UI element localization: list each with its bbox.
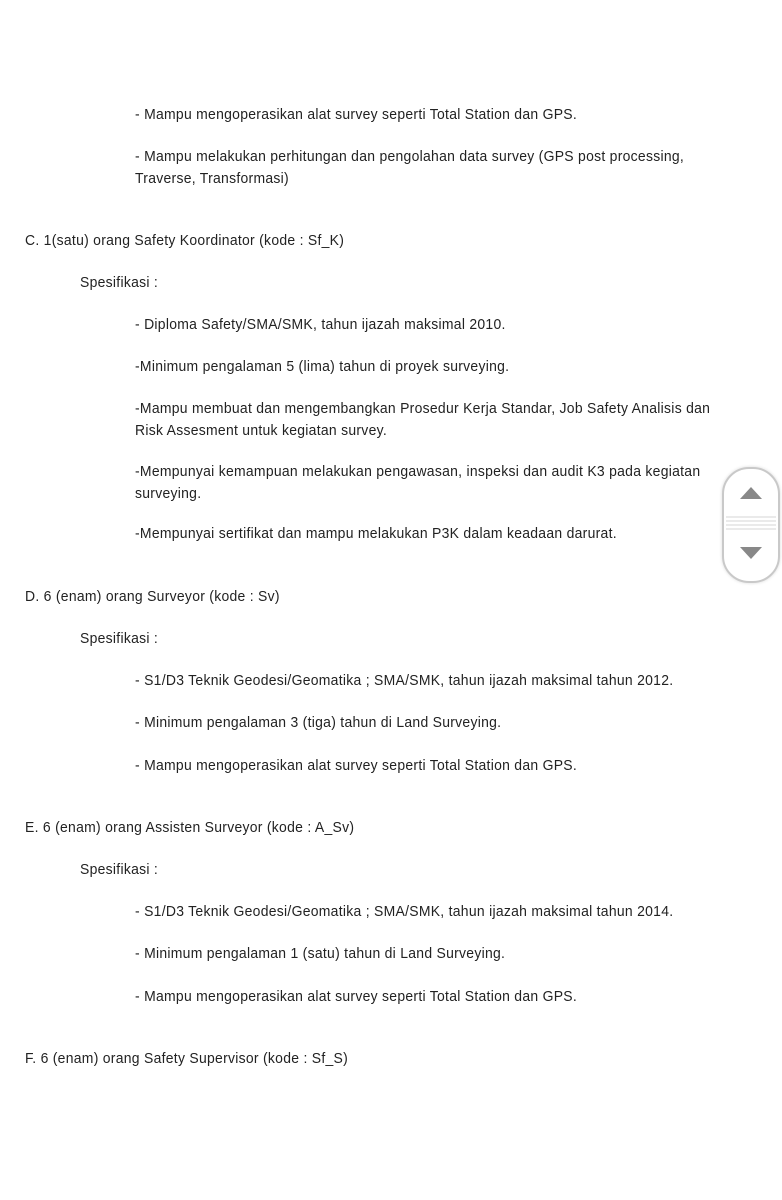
section-heading-d: D. 6 (enam) orang Surveyor (kode : Sv) [25, 588, 280, 605]
scroll-grip[interactable] [726, 515, 776, 533]
list-item: - Minimum pengalaman 3 (tiga) tahun di Land Surveying. [135, 714, 502, 731]
section-heading-e: E. 6 (enam) orang Assisten Surveyor (kode : A_Sv) [25, 819, 355, 836]
triangle-up-icon [739, 485, 763, 501]
list-item: - Mampu mengoperasikan alat survey seperti Total Station dan GPS. [135, 988, 578, 1005]
section-heading-c: C. 1(satu) orang Safety Koordinator (kode : Sf_K) [25, 232, 345, 249]
triangle-down-icon [739, 545, 763, 561]
list-item: -Minimum pengalaman 5 (lima) tahun di proyek surveying. [135, 358, 510, 375]
grip-lines-icon [726, 515, 776, 533]
list-item: -Mempunyai kemampuan melakukan pengawasan, inspeksi dan audit K3 pada kegiatan surveying. [135, 463, 701, 502]
list-item: -Mampu membuat dan mengembangkan Prosedur Kerja Standar, Job Safety Analisis dan Risk Assesment untuk kegiatan survey. [135, 400, 711, 439]
list-item: - Diploma Safety/SMA/SMK, tahun ijazah maksimal 2010. [135, 316, 506, 333]
list-item: - Mampu mengoperasikan alat survey seperti Total Station dan GPS. [135, 757, 578, 774]
fast-scroll-widget[interactable] [722, 467, 780, 583]
scroll-down-button[interactable] [724, 535, 778, 575]
list-item: - S1/D3 Teknik Geodesi/Geomatika ; SMA/SMK, tahun ijazah maksimal tahun 2012. [135, 672, 674, 689]
scroll-up-button[interactable] [724, 475, 778, 515]
list-item: - S1/D3 Teknik Geodesi/Geomatika ; SMA/SMK, tahun ijazah maksimal tahun 2014. [135, 903, 674, 920]
list-item: - Mampu melakukan perhitungan dan pengolahan data survey (GPS post processing, Traverse, Transformasi) [135, 148, 685, 187]
section-heading-f: F. 6 (enam) orang Safety Supervisor (kode : Sf_S) [25, 1050, 349, 1067]
spec-label: Spesifikasi : [80, 630, 159, 647]
list-item: - Mampu mengoperasikan alat survey seperti Total Station dan GPS. [135, 106, 578, 123]
spec-label: Spesifikasi : [80, 861, 159, 878]
spec-label: Spesifikasi : [80, 274, 159, 291]
list-item: - Minimum pengalaman 1 (satu) tahun di Land Surveying. [135, 945, 506, 962]
list-item: -Mempunyai sertifikat dan mampu melakukan P3K dalam keadaan darurat. [135, 525, 617, 542]
